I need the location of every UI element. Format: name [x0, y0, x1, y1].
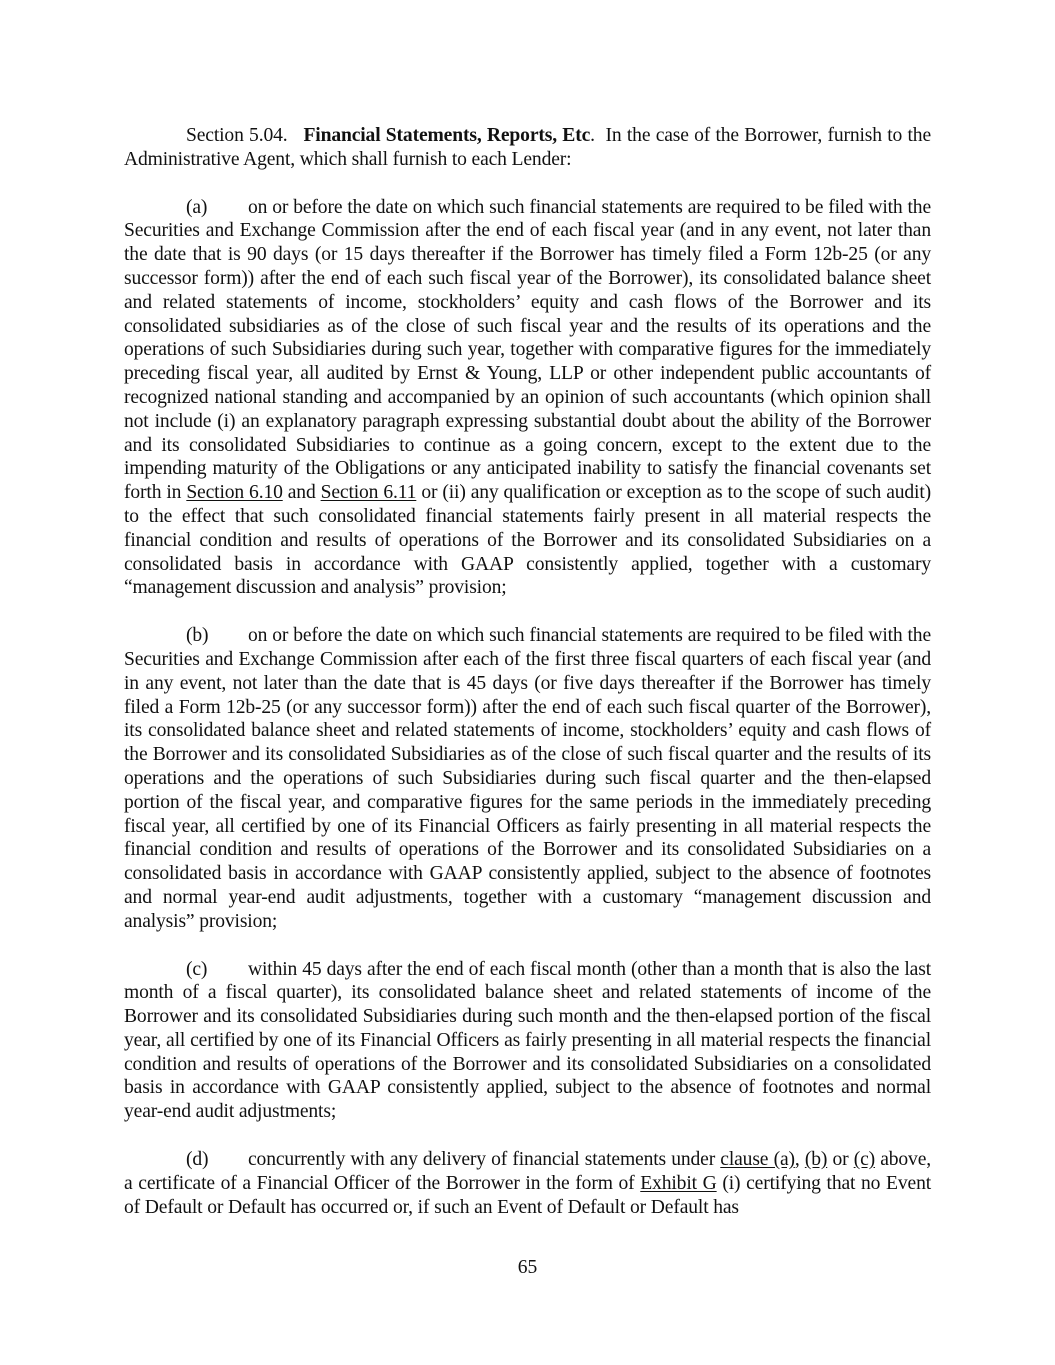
- clause-b-reference[interactable]: (b): [804, 1149, 828, 1171]
- clause-a: [124, 196, 931, 601]
- clause-b-label: (b): [186, 625, 209, 647]
- exhibit-g-reference[interactable]: Exhibit G: [640, 1172, 717, 1194]
- clause-a-reference[interactable]: clause (a): [720, 1149, 795, 1171]
- clause-a-text-3: or (ii) any qualification or exception as to the scope of such audit) to the effect that such consolidated financial statements fairly present in all material respects the financial condition and results of operations of the Borrower and its consolidated Subsidiaries on a consolidated basis in accordance with GAAP consistently applied, together with a customary “management discussion and analysis” provision;: [124, 482, 932, 599]
- section-intro: In the case of the Borrower, furnish to the Administrative Agent, which shall furnish to each Lender:: [124, 125, 931, 170]
- paragraph-spacer: [124, 934, 931, 958]
- paragraph-spacer: [124, 600, 931, 624]
- clause-d-text-5: (i) certifying that no Event of Default or Default has occurred or, if such an Event of Default or Default has: [124, 1172, 932, 1218]
- clause-c-reference[interactable]: (c): [853, 1149, 875, 1171]
- clause-a-text-1: on or before the date on which such financial statements are required to be filed with the Securities and Exchange Commission after the end of each fiscal year (and in any event, not later than the date that is 90 days (or 15 days thereafter if the Borrower has timely filed a Form 12b-25 (or any successor form)) after the end of each such fiscal year of the Borrower), its consolidated balance sheet and related statements of income, stockholders’ equity and cash flows of the Borrower and its consolidated subsidiaries as of the close of such fiscal year and the results of its operations and the operations of such Subsidiaries during such year, together with comparative figures for the immediately preceding fiscal year, all audited by Ernst & Young, LLP or other independent public accountants of recognized national standing and accompanied by an opinion of such accountants (which opinion shall not include (i) an explanatory paragraph expressing substantial doubt about the ability of the Borrower and its consolidated Subsidiaries to continue as a going concern, except to the extent due to the impending maturity of the Obligations or any anticipated inability to satisfy the financial covenants set forth in: [124, 196, 931, 504]
- clause-d-text-4: above, a certificate of a Financial Officer of the Borrower in the form of: [124, 1149, 931, 1194]
- paragraph-spacer: [124, 1124, 931, 1148]
- clause-b: [124, 624, 931, 933]
- section-6-11-reference[interactable]: Section 6.11: [320, 482, 417, 504]
- clause-d-text-2: ,: [794, 1149, 805, 1171]
- section-heading-paragraph: [124, 124, 931, 172]
- clause-d-text-1: concurrently with any delivery of financial statements under: [248, 1149, 721, 1171]
- clause-c-label: (c): [186, 958, 208, 980]
- page-number: 65: [517, 1257, 538, 1278]
- document-page: [124, 124, 931, 1219]
- paragraph-spacer: [124, 172, 931, 196]
- clause-b-text: on or before the date on which such financial statements are required to be filed with the Securities and Exchange Commission after each of the first three fiscal quarters of each fiscal year (and in any event, not later than the date that is 45 days (or five days thereafter if the Borrower has timely filed a Form 12b-25 (or any successor form)) after the end of each such fiscal quarter of the Borrower), its consolidated balance sheet and related statements of income, stockholders’ equity and cash flows of the Borrower and its consolidated Subsidiaries as of the close of such fiscal quarter and the results of its operations and the operations of such Subsidiaries during such fiscal quarter and the then-elapsed portion of the fiscal year, and comparative figures for the same periods in the immediately preceding fiscal year, all certified by one of its Financial Officers as fairly presenting in all material respects the financial condition and results of operations of the Borrower and its consolidated Subsidiaries on a consolidated basis in accordance with GAAP consistently applied, subject to the absence of footnotes and normal year-end audit adjustments, together with a customary “management discussion and analysis” provision;: [124, 625, 931, 932]
- section-title-period: .: [590, 125, 595, 146]
- clause-c-text: within 45 days after the end of each fiscal month (other than a month that is also the last month of a fiscal quarter), its consolidated balance sheet and related statements of income of the Borrower and its consolidated Subsidiaries during such month and the then-elapsed portion of the fiscal year, all certified by one of its Financial Officers as fairly presenting in all material respects the financial condition and results of operations of the Borrower and its consolidated Subsidiaries on a consolidated basis in accordance with GAAP consistently applied, subject to the absence of footnotes and normal year-end audit adjustments;: [124, 958, 931, 1123]
- clause-a-label: (a): [186, 196, 208, 218]
- clause-d-label: (d): [186, 1149, 209, 1171]
- clause-a-text-2: and: [282, 482, 321, 504]
- section-number: Section 5.04.: [186, 125, 288, 146]
- section-title: Financial Statements, Reports, Etc: [303, 125, 591, 146]
- section-6-10-reference[interactable]: Section 6.10: [186, 482, 283, 504]
- clause-d: [124, 1148, 931, 1219]
- clause-d-text-3: or: [827, 1149, 854, 1171]
- clause-c: [124, 958, 931, 1125]
